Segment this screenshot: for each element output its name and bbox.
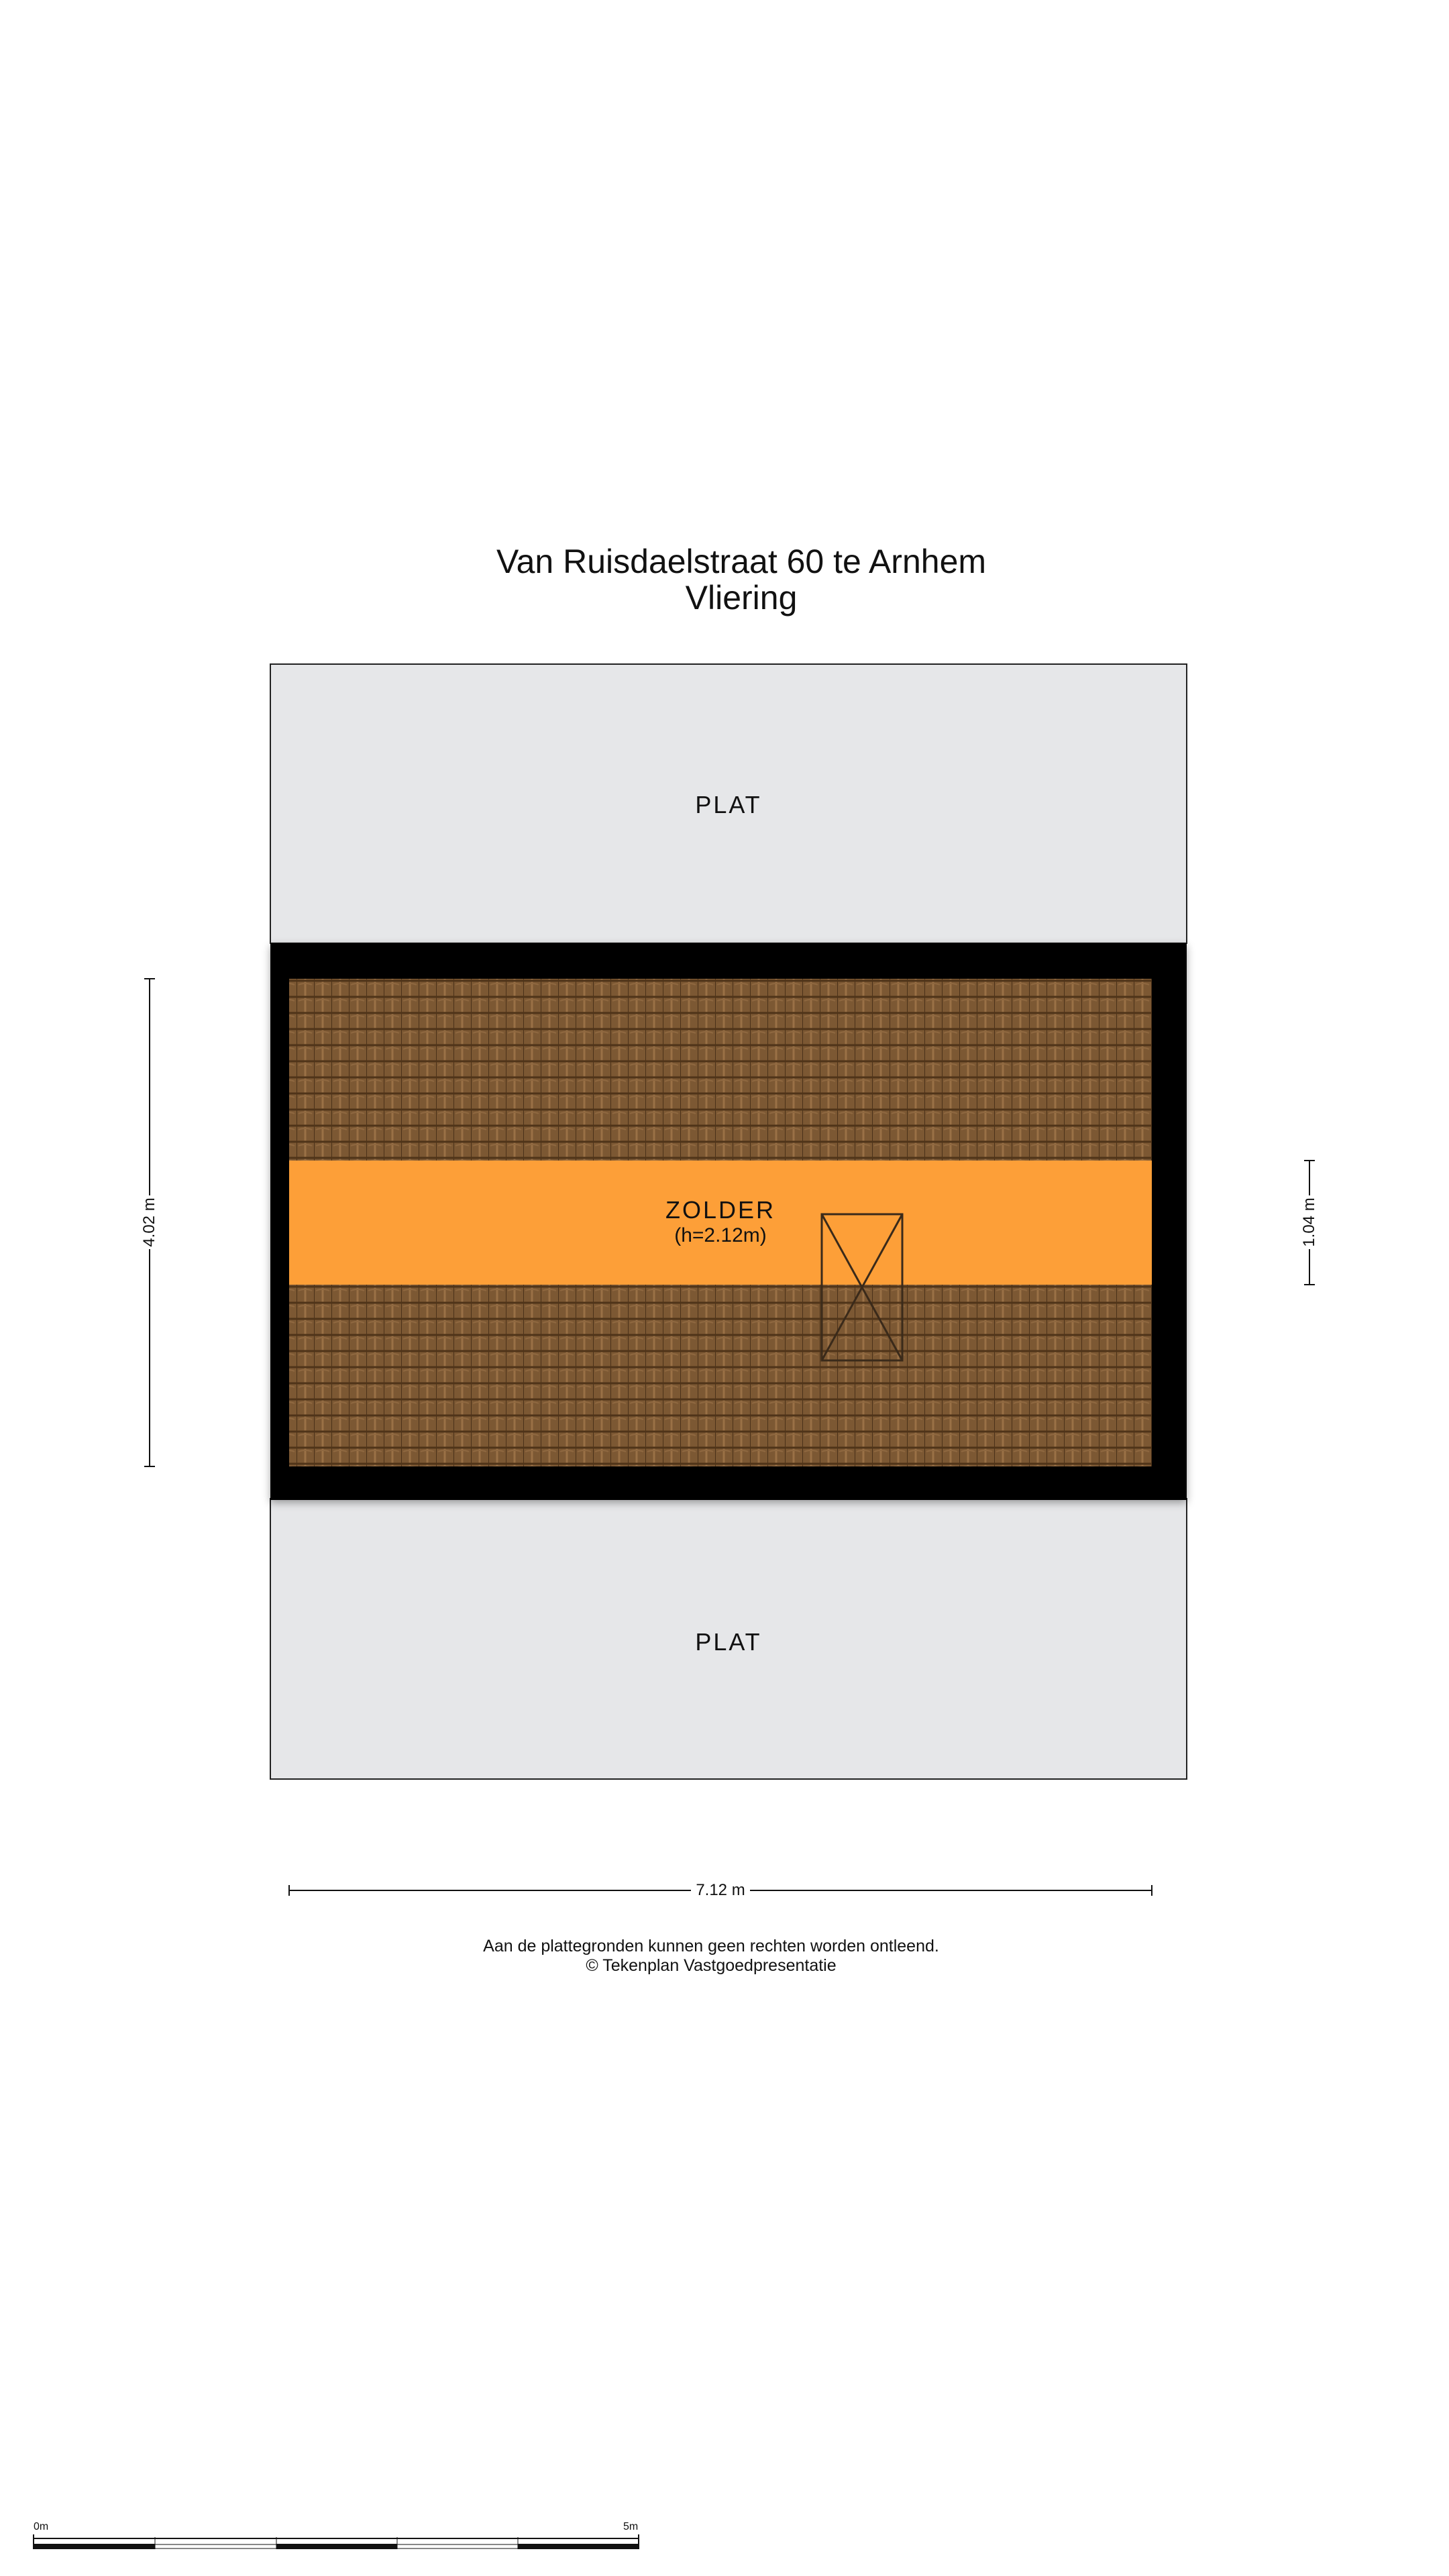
- disclaimer-text: Aan de plattegronden kunnen geen rechten worden ontleend.: [483, 1937, 939, 1955]
- dimension-label-left: 4.02 m: [141, 1195, 158, 1249]
- floor-title: Vliering: [685, 579, 798, 616]
- scale-start-label: 0m: [34, 2521, 49, 2532]
- room-label-plat-bottom: PLAT: [695, 1628, 762, 1656]
- room-height-zolder: (h=2.12m): [674, 1224, 767, 1246]
- copyright-text: © Tekenplan Vastgoedpresentatie: [586, 1956, 837, 1975]
- dimension-label-right: 1.04 m: [1301, 1195, 1318, 1249]
- room-label-plat-top: PLAT: [695, 791, 762, 818]
- address-title: Van Ruisdaelstraat 60 te Arnhem: [496, 543, 987, 580]
- disclaimer: [0, 1937, 1422, 1976]
- room-label-zolder: ZOLDER: [665, 1196, 776, 1224]
- dimension-label-bottom: 7.12 m: [691, 1882, 750, 1899]
- scale-bar: [34, 2534, 639, 2549]
- scale-end-label: 5m: [623, 2521, 639, 2532]
